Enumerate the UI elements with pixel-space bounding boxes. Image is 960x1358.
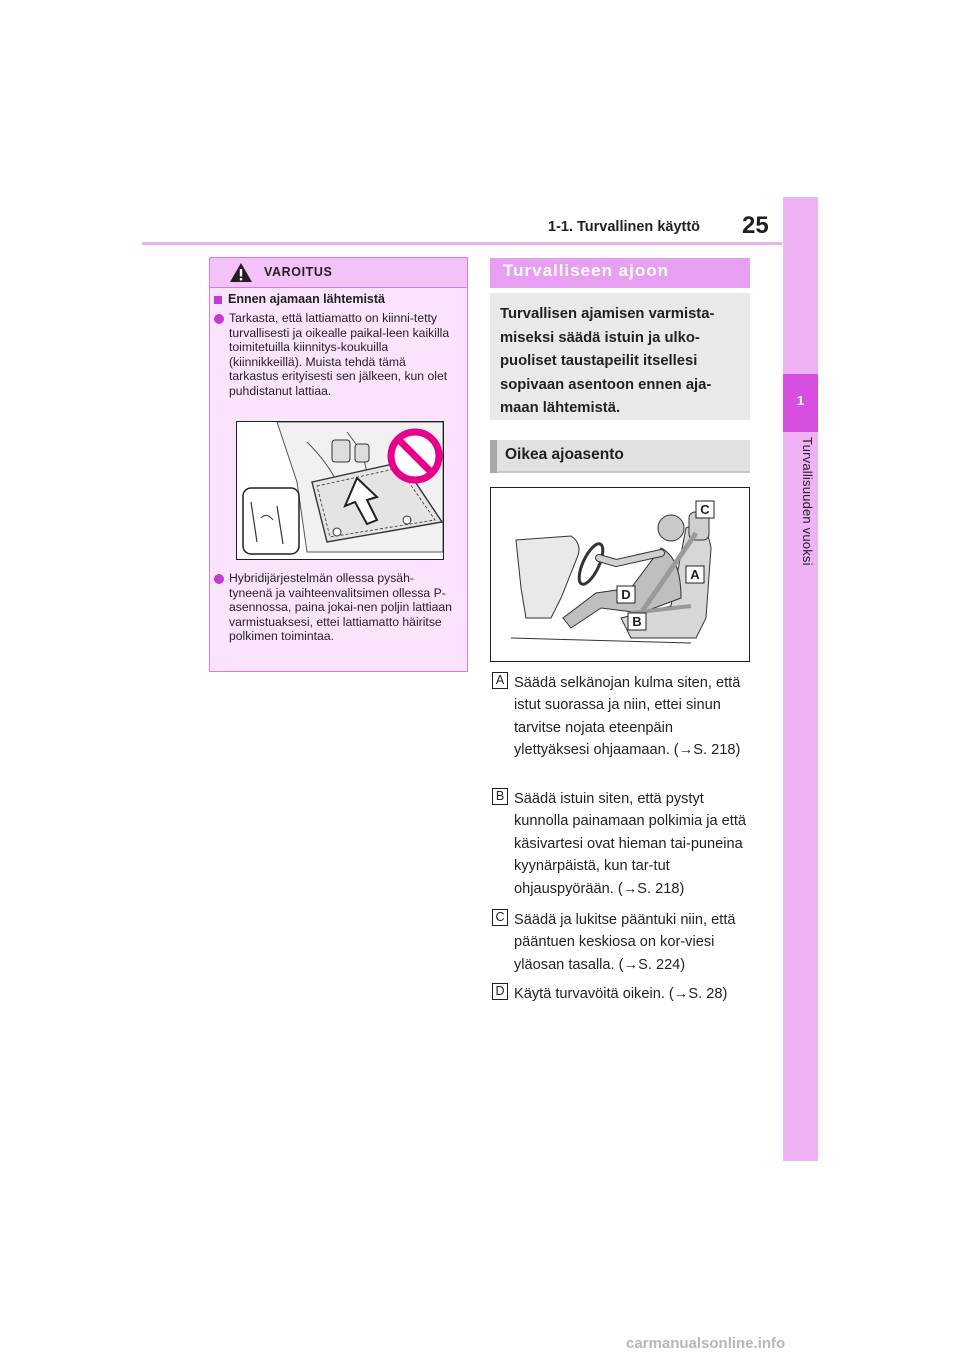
page-number: 25 [742, 212, 769, 239]
warning-label: VAROITUS [264, 265, 333, 279]
warning-subhead: Ennen ajamaan lähtemistä [228, 292, 386, 306]
running-head: 1-1. Turvallinen käyttö [548, 219, 701, 235]
step-text-d: Käytä turvavöitä oikein. (→S. 28) [514, 986, 728, 1002]
figure-label-a: A [690, 567, 700, 582]
section-title-safe-driving: Turvalliseen ajoon [503, 261, 670, 280]
square-bullet-icon [214, 296, 222, 304]
round-bullet-icon [214, 574, 224, 584]
subsection-header-accent [490, 440, 497, 473]
step-letter-a: A [492, 672, 508, 689]
step-text-b: Säädä istuin siten, että pystyt kunnolla painamaan polkimia ja että käsivartesi ovat hieman tai-puneina kyynärpäistä, kun tar-tut ohjauspyörään. (→S. 218) [514, 791, 747, 897]
floor-mat-illustration [236, 421, 444, 560]
subsection-title-driving-posture: Oikea ajoasento [505, 446, 624, 463]
step-text-c: Säädä ja lukitse pääntuki niin, että pääntuen keskiosa on kor-viesi yläosan tasalla. (→S. 224) [514, 912, 736, 973]
step-letter-d: D [492, 983, 508, 1000]
figure-label-d: D [621, 587, 631, 602]
chapter-number: 1 [796, 393, 805, 408]
figure-label-c: C [700, 502, 710, 517]
step-text-a: Säädä selkänojan kulma siten, että istut suorassa ja niin, ettei sinun tarvitse nojata eteenpäin ylettyäksesi ohjaamaan. (→S. 218) [514, 675, 741, 759]
step-letter-b: B [492, 788, 508, 805]
warning-triangle-icon [229, 262, 253, 283]
watermark: carmanualsonline.info [626, 1335, 786, 1352]
header-rule [142, 242, 782, 245]
intro-text: Turvallisen ajamisen varmista-miseksi säädä istuin ja ulko-puoliset taustapeilit itsellesi sopivaan asentoon ennen aja-maan lähtemistä. [500, 306, 715, 416]
warning-item-floor-mat: Tarkasta, että lattiamatto on kiinni-tetty turvallisesti ja oikealle paikal-leen kaikilla toimitetuilla kiinnitys-koukuilla (kiinnikkeillä). Muista tehdä tämä tarkastus erityisesti sen jälkeen, kun olet puhdistanut lattiaa. [229, 311, 450, 398]
round-bullet-icon [214, 314, 224, 324]
warning-item-pedals: Hybridijärjestelmän ollessa pysäh-tyneenä ja vaihteenvalitsimen ollessa P-asennossa, paina jokai-nen poljin lattiaan varmistuaksesi, ettei lattiamatto häiritse polkimen toimintaa. [229, 571, 452, 644]
driving-posture-illustration [490, 487, 750, 662]
figure-label-b: B [632, 614, 642, 629]
chapter-title: Turvallisuuden vuoksi [800, 437, 815, 566]
step-letter-c: C [492, 909, 508, 926]
